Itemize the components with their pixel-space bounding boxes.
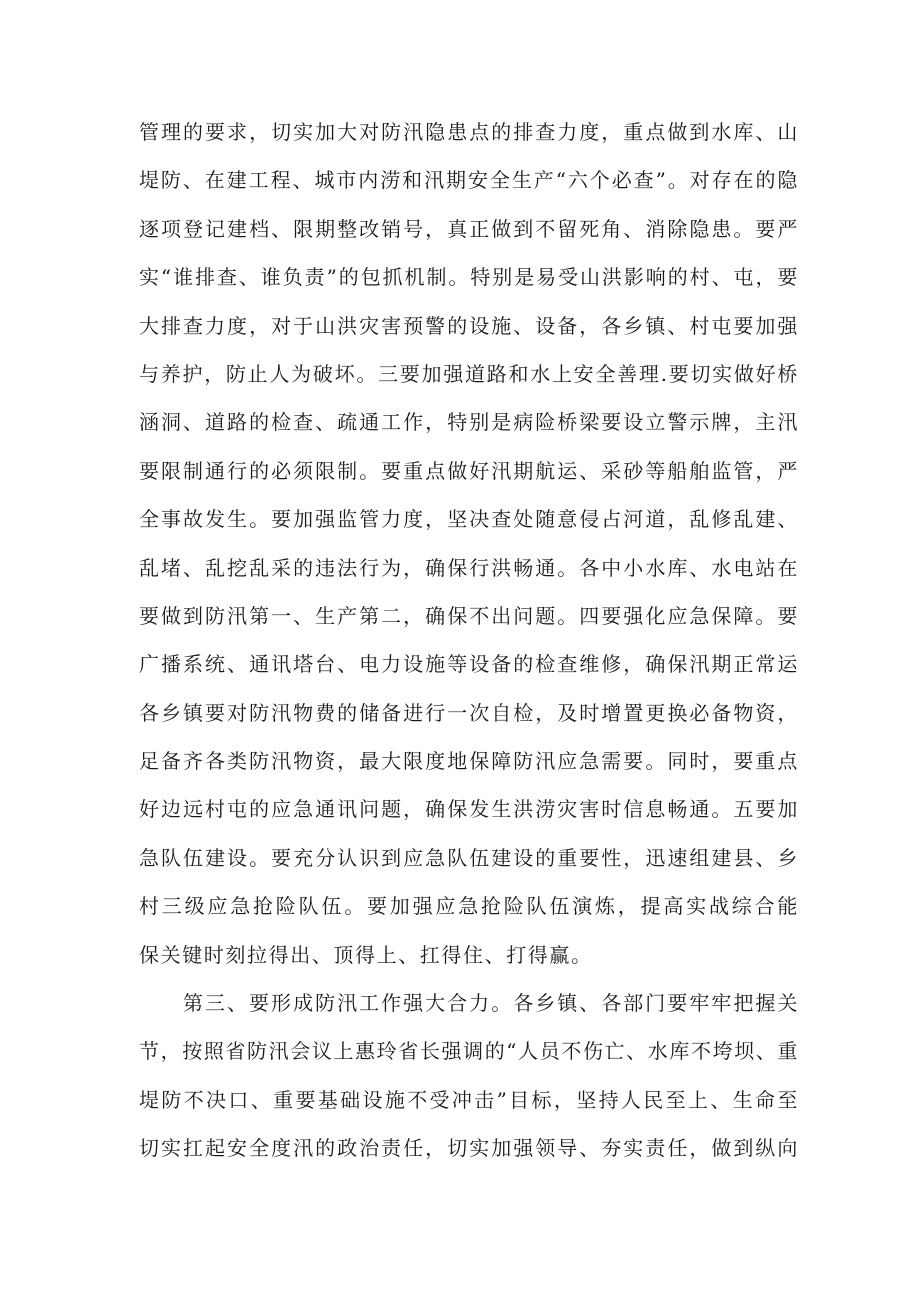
text-line: 全事故发生。要加强监管力度，坚决查处随意侵占河道，乱修乱建、 — [139, 507, 799, 532]
text-line: 节，按照省防汛会议上惠玲省长强调的“人员不伤亡、水库不垮坝、重 — [139, 1039, 799, 1064]
text-line: 涵洞、道路的检查、疏通工作，特别是病险桥梁要设立警示牌，主汛 — [139, 410, 799, 435]
text-line-paragraph-start: 第三、要形成防汛工作强大合力。各乡镇、各部门要牢牢把握关 — [183, 991, 799, 1016]
text-line: 乱堵、乱挖乱采的违法行为，确保行洪畅通。各中小水库、水电站在 — [139, 555, 799, 580]
text-line: 足备齐各类防汛物资，最大限度地保障防汛应急需要。同时，要重点 — [139, 749, 799, 774]
text-line: 要做到防汛第一、生产第二，确保不出问题。四要强化应急保障。要 — [139, 603, 799, 628]
text-line: 逐项登记建档、限期整改销号，真正做到不留死角、消除隐患。要严 — [139, 216, 799, 241]
text-line: 实“谁排查、谁负责”的包抓机制。特别是易受山洪影响的村、屯，要 — [139, 265, 799, 290]
text-line: 与养护，防止人为破坏。三要加强道路和水上安全善理.要切实做好桥 — [139, 361, 799, 386]
text-line: 各乡镇要对防汛物费的储备进行一次自检，及时增置更换必备物资， — [139, 700, 799, 725]
text-line-paragraph-end: 保关键时刻拉得出、顶得上、扛得住、打得赢。 — [139, 942, 593, 967]
text-line: 堤防不决口、重要基础设施不受冲击”目标，坚持人民至上、生命至 — [139, 1087, 799, 1112]
text-line: 堤防、在建工程、城市内涝和汛期安全生产“六个必查”。对存在的隐 — [139, 168, 799, 193]
text-line: 切实扛起安全度汛的政治责任，切实加强领导、夯实责任，做到纵向 — [139, 1136, 799, 1161]
text-line: 要限制通行的必须限制。要重点做好汛期航运、采砂等船舶监管，严 — [139, 458, 799, 483]
text-line: 管理的要求，切实加大对防汛隐患点的排查力度，重点做到水库、山 — [139, 120, 799, 144]
document-body — [139, 108, 799, 1173]
text-line: 急队伍建设。要充分认识到应急队伍建设的重要性，迅速组建县、乡 — [139, 845, 799, 870]
text-line: 广播系统、通讯塔台、电力设施等设备的检查维修，确保汛期正常运 — [139, 652, 799, 677]
text-line: 大排查力度，对于山洪灾害预警的设施、设备，各乡镇、村屯要加强 — [139, 313, 799, 338]
text-line: 好边远村屯的应急通讯问题，确保发生洪涝灾害时信息畅通。五要加 — [139, 797, 799, 822]
text-line: 村三级应急抢险队伍。要加强应急抢险队伍演炼，提高实战综合能 — [139, 894, 799, 919]
